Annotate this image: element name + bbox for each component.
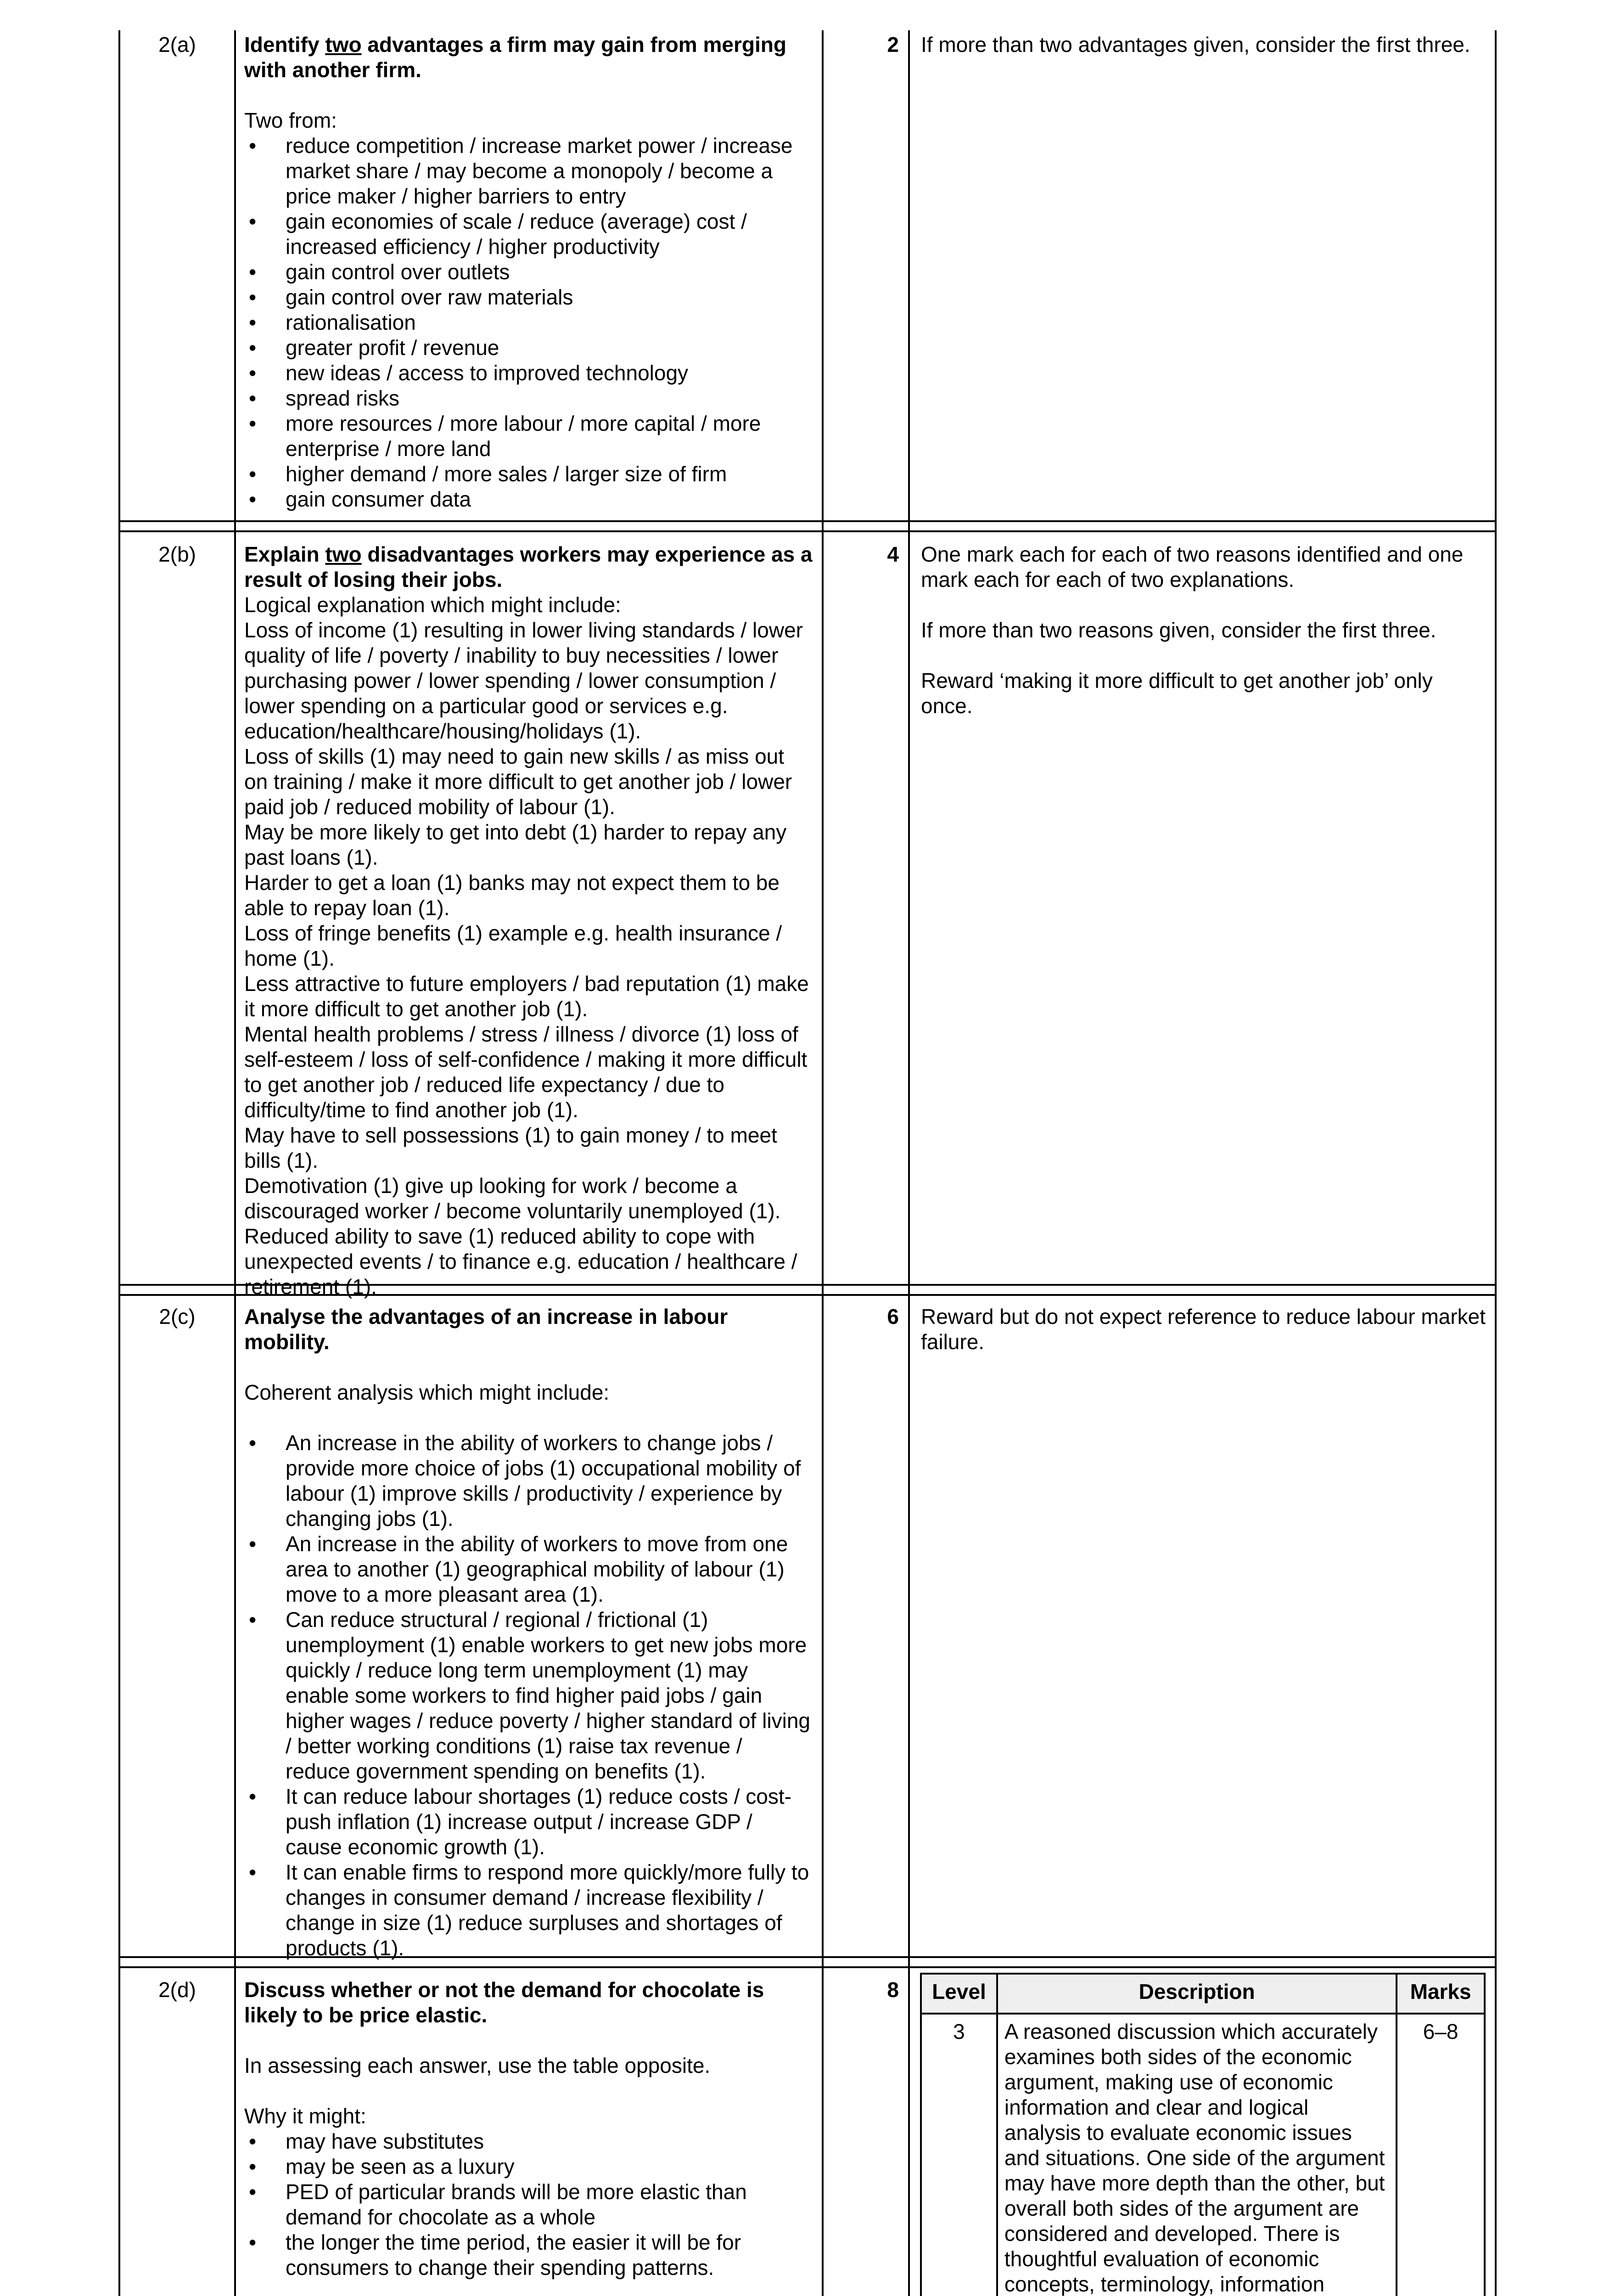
marks-value: 8	[887, 1978, 899, 2002]
table-row	[921, 2014, 1485, 2296]
might-heading: Why it might:	[244, 2104, 366, 2128]
guidance-text: If more than two reasons given, consider the first three.	[921, 618, 1436, 642]
answer-line: May be more likely to get into debt (1) harder to repay any past loans (1).	[244, 820, 787, 869]
list-item: • It can enable firms to respond more quickly/more fully to changes in consumer demand / increase flexibility / change in size (1) reduce surpluses and shortages of products (1).	[244, 1860, 813, 1961]
answer-intro: In assessing each answer, use the table opposite.	[244, 2054, 711, 2077]
list-item: • It can reduce labour shortages (1) reduce costs / cost-push inflation (1) increase output / increase GDP / cause economic growth (1).	[244, 1784, 813, 1860]
description-header: Description	[997, 1974, 1397, 2014]
list-item: • gain consumer data	[244, 487, 813, 512]
level-header: Level	[921, 1974, 997, 2014]
answer-bullet-list	[244, 133, 813, 512]
list-item: • spread risks	[244, 386, 813, 411]
list-item: • Can reduce structural / regional / frictional (1) unemployment (1) enable workers to get new jobs more quickly / reduce long term unemployment (1) may enable some workers to find higher paid jobs / gain higher wages / reduce poverty / higher standard of living / better working conditions (1) raise tax revenue / reduce government spending on benefits (1).	[244, 1607, 813, 1784]
row-divider	[118, 520, 1497, 522]
table-header-row	[921, 1974, 1485, 2014]
marks-cell: 6–8	[1397, 2014, 1485, 2296]
list-item: • new ideas / access to improved technology	[244, 360, 813, 386]
guidance-cell	[921, 1304, 1490, 1355]
description-cell: A reasoned discussion which accurately examines both sides of the economic argument, making use of economic information and clear and logical analysis to evaluate economic issues and situations. One side of the argument may have more depth than the other, but overall both sides of the argument are considered and developed. There is thoughtful evaluation of economic concepts, terminology, information	[997, 2014, 1397, 2296]
question-number: 2(d)	[158, 1978, 196, 2002]
answer-intro: Two from:	[244, 108, 337, 132]
question-cell	[244, 32, 813, 512]
guidance-cell	[921, 542, 1490, 719]
answer-line: Demotivation (1) give up looking for work / become a discouraged worker / become voluntarily unemployed (1).	[244, 1174, 781, 1223]
question-number: 2(a)	[158, 33, 196, 56]
question-cell	[244, 542, 813, 1300]
level-cell: 3	[921, 2014, 997, 2296]
answer-line: Loss of fringe benefits (1) example e.g. health insurance / home (1).	[244, 921, 782, 970]
row-divider	[118, 1966, 1497, 1968]
list-item: • PED of particular brands will be more elastic than demand for chocolate as a whole	[244, 2179, 813, 2230]
might-bullet-list	[244, 2129, 813, 2280]
guidance-text: One mark each for each of two reasons identified and one mark each for each of two explanations.	[921, 542, 1464, 591]
list-item: • the longer the time period, the easier it will be for consumers to change their spending patterns.	[244, 2230, 813, 2280]
answer-line: Harder to get a loan (1) banks may not expect them to be able to repay loan (1).	[244, 871, 780, 920]
question-text: Discuss whether or not the demand for chocolate is likely to be price elastic.	[244, 1978, 764, 2027]
answer-intro: Coherent analysis which might include:	[244, 1380, 610, 1404]
question-cell	[244, 1977, 813, 2296]
question-text: Identify two advantages a firm may gain from merging with another firm.	[244, 33, 786, 82]
answer-line: Reduced ability to save (1) reduced ability to cope with unexpected events / to finance e.g. education / healthcare / retirement (1).	[244, 1224, 797, 1299]
answer-line: Less attractive to future employers / bad reputation (1) make it more difficult to get another job (1).	[244, 972, 809, 1021]
question-number: 2(b)	[158, 542, 196, 566]
marks-header: Marks	[1397, 1974, 1485, 2014]
list-item: • An increase in the ability of workers to move from one area to another (1) geographical mobility of labour (1) move to a more pleasant area (1).	[244, 1531, 813, 1607]
list-item: • gain control over outlets	[244, 259, 813, 285]
guidance-text: If more than two advantages given, consider the first three.	[921, 33, 1470, 56]
marks-value: 6	[887, 1305, 899, 1328]
list-item: • reduce competition / increase market power / increase market share / may become a monopoly / become a price maker / higher barriers to entry	[244, 133, 813, 209]
list-item: • rationalisation	[244, 310, 813, 335]
question-cell	[244, 1304, 813, 1961]
guidance-text: Reward but do not expect reference to reduce labour market failure.	[921, 1305, 1486, 1354]
list-item: • gain economies of scale / reduce (average) cost / increased efficiency / higher productivity	[244, 209, 813, 259]
answer-line: Loss of skills (1) may need to gain new skills / as miss out on training / make it more difficult to get another job / lower paid job / reduced mobility of labour (1).	[244, 744, 792, 819]
question-text: Explain two disadvantages workers may experience as a result of losing their jobs.	[244, 542, 813, 591]
marks-value: 2	[887, 33, 899, 56]
question-number: 2(c)	[159, 1305, 196, 1328]
guidance-cell	[921, 32, 1490, 57]
list-item: • An increase in the ability of workers to change jobs / provide more choice of jobs (1) occupational mobility of labour (1) improve skills / productivity / experience by changing jobs (1).	[244, 1430, 813, 1531]
list-item: • more resources / more labour / more capital / more enterprise / more land	[244, 411, 813, 461]
answer-bullet-list	[244, 1430, 813, 1961]
guidance-text: Reward ‘making it more difficult to get another job’ only once.	[921, 669, 1433, 718]
answer-line: May have to sell possessions (1) to gain money / to meet bills (1).	[244, 1123, 777, 1172]
marks-value: 4	[887, 542, 899, 566]
list-item: • may be seen as a luxury	[244, 2154, 813, 2179]
answer-line: Loss of income (1) resulting in lower living standards / lower quality of life / poverty / inability to buy necessities / lower purchasing power / lower spending / lower consumption / lower spending on a particular good or services e.g. education/healthcare/housing/holidays (1).	[244, 618, 803, 743]
list-item: • may have substitutes	[244, 2129, 813, 2154]
level-table	[920, 1973, 1486, 2296]
answer-intro: Logical explanation which might include:	[244, 593, 621, 617]
list-item: • greater profit / revenue	[244, 335, 813, 360]
answer-line: Mental health problems / stress / illness / divorce (1) loss of self-esteem / loss of self-confidence / making it more difficult to get another job / reduced life expectancy / due to difficulty/time to find another job (1).	[244, 1022, 808, 1122]
row-divider	[118, 530, 1497, 532]
question-text: Analyse the advantages of an increase in labour mobility.	[244, 1305, 728, 1354]
list-item: • higher demand / more sales / larger size of firm	[244, 461, 813, 487]
list-item: • gain control over raw materials	[244, 285, 813, 310]
